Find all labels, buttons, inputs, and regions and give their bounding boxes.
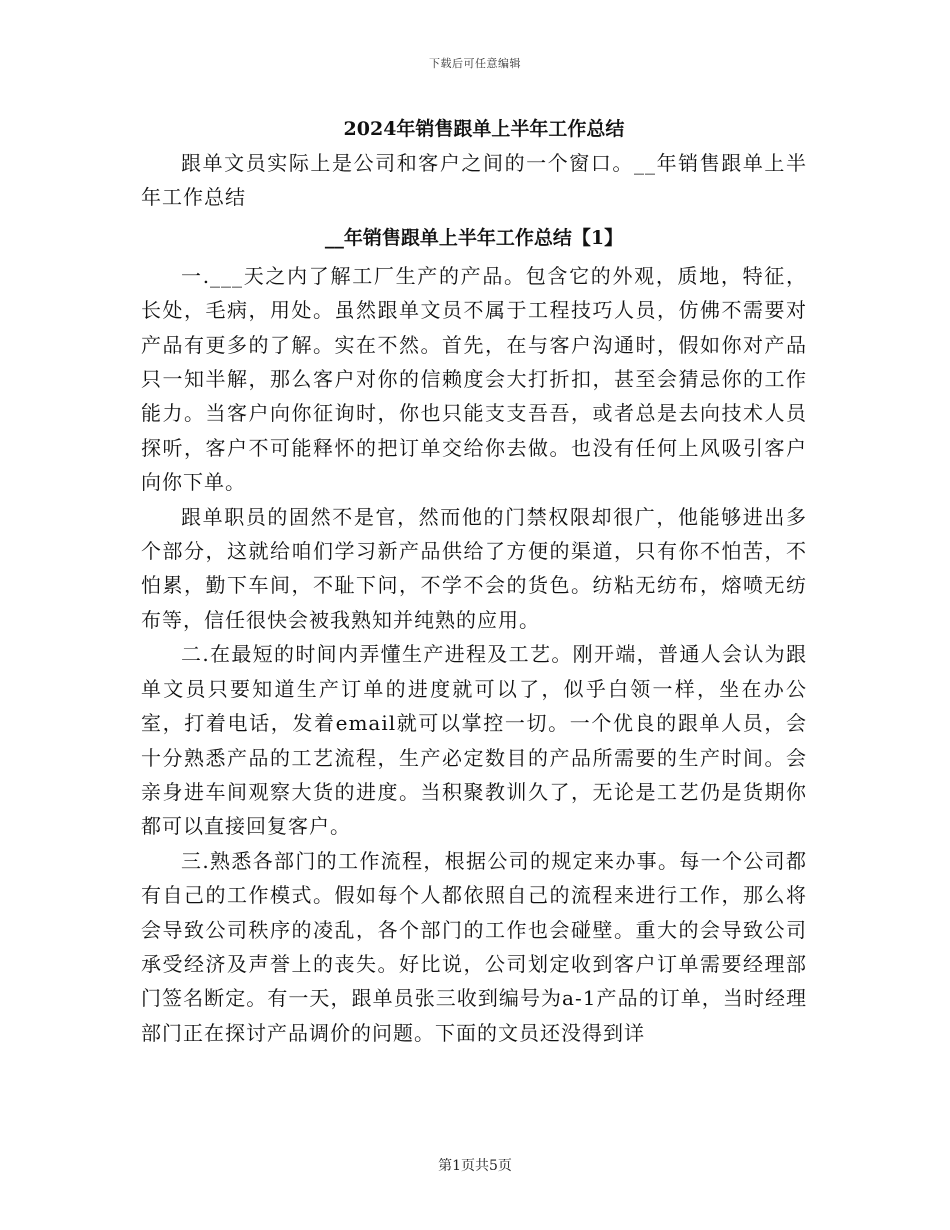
paragraph-4: 三.熟悉各部门的工作流程，根据公司的规定来办事。每一个公司都有自己的工作模式。假如每个人都依照自己的流程来进行工作，那么将会导致公司秩序的凌乱，各个部门的工作也会碰壁。重大的会导致公司承受经济及声誉上的丧失。好比说，公司划定收到客户订单需要经理部门签名断定。有一天，跟单员张三收到编号为a-1产品的订单，当时经理部门正在探讨产品调价的问题。下面的文员还没得到详 <box>141 848 807 1045</box>
paragraph-2: 跟单职员的固然不是官，然而他的门禁权限却很广，他能够进出多个部分，这就给咱们学习新产品供给了方便的渠道，只有你不怕苦，不怕累，勤下车间，不耻下问，不学不会的货色。纺粘无纺布，熔喷无纺布等，信任很快会被我熟知并纯熟的应用。 <box>141 504 807 632</box>
paragraph-3: 二.在最短的时间内弄懂生产进程及工艺。刚开端，普通人会认为跟单文员只要知道生产订单的进度就可以了，似乎白领一样，坐在办公室，打着电话，发着email就可以掌控一切。一个优良的跟单人员，会十分熟悉产品的工艺流程，生产必定数目的产品所需要的生产时间。会亲身进车间观察大货的进度。当积聚教训久了，无论是工艺仍是货期你都可以直接回复客户。 <box>141 642 807 839</box>
section-title: __年销售跟单上半年工作总结【1】 <box>324 226 624 249</box>
document-body <box>141 112 807 1050</box>
page-indicator: 第1页共5页 <box>438 1158 512 1174</box>
paragraph-1: 一.___天之内了解工厂生产的产品。包含它的外观，质地，特征，长处，毛病，用处。虽然跟单文员不属于工程技巧人员，仿佛不需要对产品有更多的了解。实在不然。首先，在与客户沟通时，假如你对产品只一知半解，那么客户对你的信赖度会大打折扣，甚至会猜忌你的工作能力。当客户向你征询时，你也只能支支吾吾，或者总是去向技术人员探听，客户不可能释怀的把订单交给你去做。也没有任何上风吸引客户向你下单。 <box>141 263 807 495</box>
document-title: 2024年销售跟单上半年工作总结 <box>343 118 625 140</box>
intro-paragraph: 跟单文员实际上是公司和客户之间的一个窗口。__年销售跟单上半年工作总结 <box>141 151 807 210</box>
header-note: 下载后可任意编辑 <box>429 57 521 70</box>
